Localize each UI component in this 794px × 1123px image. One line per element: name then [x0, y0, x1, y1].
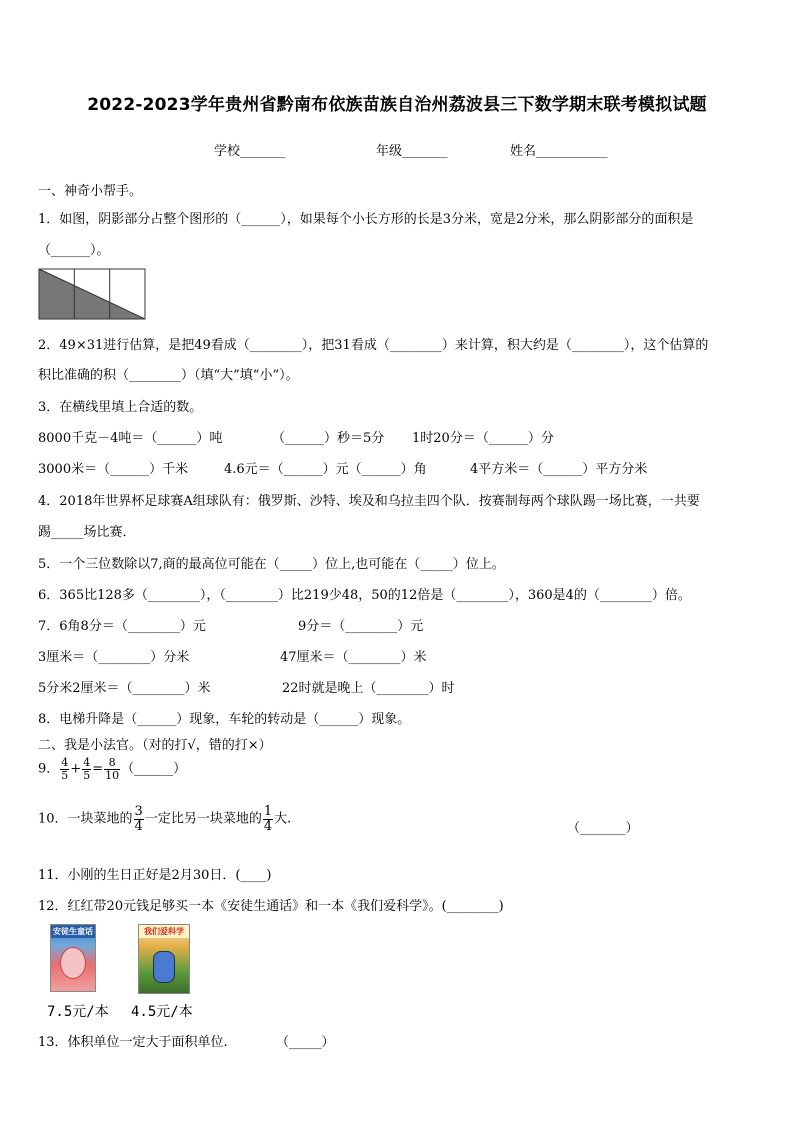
question-9 [38, 757, 186, 781]
question-3-item-5: 4.6元＝（______）元（______）角 [224, 462, 427, 477]
numerator: 1 [263, 804, 273, 819]
question-5: 5．一个三位数除以7,商的最高位可能在（_____）位上,也可能在（_____）位上。 [38, 557, 505, 572]
question-7-item-2: 9分＝（________）元 [298, 619, 424, 634]
section-1-heading: 一、神奇小帮手。 [38, 184, 143, 199]
plus-sign: + [70, 761, 82, 777]
shaded-rectangle-figure [38, 268, 146, 320]
fraction-four-fifths-b [82, 757, 91, 781]
numerator: 4 [83, 756, 91, 769]
question-13: 13．体积单位一定大于面积单位. [38, 1035, 228, 1050]
denominator: 5 [83, 768, 91, 782]
question-11: 11．小刚的生日正好是2月30日．(____) [38, 868, 272, 883]
question-4-line-2: 踢_____场比赛． [38, 525, 136, 540]
question-2-line-2: 积比准确的积（________）（填“大”填“小”）。 [38, 368, 299, 383]
question-7-item-4: 47厘米＝（________）米 [280, 650, 427, 665]
question-1-line-1: 1．如图，阴影部分占整个图形的（______），如果每个小长方形的长是3分米，宽是2分米，那么阴影部分的面积是 [38, 212, 694, 227]
question-13-answer-blank: （_____） [276, 1035, 335, 1050]
question-3-item-4: 3000米＝（______）千米 [38, 462, 189, 477]
question-7-item-6: 22时就是晚上（________）时 [282, 681, 455, 696]
fraction-three-quarters [134, 805, 144, 833]
section-2-heading: 二、我是小法官。（对的打√，错的打×） [38, 738, 272, 753]
fraction-four-fifths-a [60, 757, 69, 781]
book-price-science: 4.5元/本 [131, 1004, 193, 1020]
question-6: 6．365比128多（________），（________）比219少48，50的12倍是（________），360是4的（________）倍。 [38, 588, 691, 603]
question-3: 3．在横线里填上合适的数。 [38, 400, 203, 415]
question-10-prefix: 10．一块菜地的 [38, 811, 133, 827]
question-10-answer-blank: （_______） [567, 821, 639, 836]
denominator: 5 [61, 768, 69, 782]
grade-field: 年级_______ [376, 144, 448, 159]
question-10-suffix: 大. [274, 811, 292, 827]
fraction-one-quarter [263, 805, 273, 833]
question-7-item-3: 3厘米＝（________）分米 [38, 650, 190, 665]
fraction-eight-tenths [104, 757, 120, 781]
book-title-andersen: 安徒生童话 [53, 927, 93, 936]
question-2-line-1: 2．49×31进行估算，是把49看成（________），把31看成（________）来计算，积大约是（________），这个估算的 [38, 338, 709, 353]
question-3-item-3: 1时20分＝（______）分 [412, 431, 554, 446]
question-12: 12．红红带20元钱足够买一本《安徒生通话》和一本《我们爱科学》。(________) [38, 899, 504, 914]
answer-blank: （______） [121, 761, 187, 777]
question-10 [38, 805, 291, 833]
question-3-item-2: （______）秒＝5分 [272, 431, 385, 446]
question-7-item-1: 7．6角8分＝（________）元 [38, 619, 206, 634]
question-7-item-5: 5分米2厘米＝（________）米 [38, 681, 211, 696]
name-field: 姓名___________ [510, 144, 608, 159]
question-1-line-2: （______）。 [38, 243, 110, 258]
question-9-number: 9． [38, 761, 60, 777]
question-3-item-1: 8000千克－4吨＝（______）吨 [38, 431, 223, 446]
denominator: 4 [134, 818, 143, 834]
denominator: 10 [105, 768, 120, 782]
question-8: 8．电梯升降是（______）现象，车轮的转动是（______）现象。 [38, 712, 411, 727]
book-cover-andersen [50, 924, 96, 992]
numerator: 4 [61, 756, 69, 769]
numerator: 3 [134, 804, 143, 819]
book-title-science: 我们爱科学 [139, 925, 189, 938]
question-3-item-6: 4平方米＝（______）平方分米 [470, 462, 648, 477]
girl-illustration-icon [60, 947, 86, 979]
numerator: 8 [104, 757, 120, 770]
denominator: 4 [263, 818, 273, 834]
question-4-line-1: 4．2018年世界杯足球赛A组球队有：俄罗斯、沙特、埃及和乌拉圭四个队．按赛制每两个球队踢一场比赛，一共要 [38, 494, 700, 509]
equals-sign: = [92, 761, 104, 777]
cartoon-illustration-icon [153, 951, 175, 983]
book-price-andersen: 7.5元/本 [47, 1004, 109, 1020]
page-title: 2022-2023学年贵州省黔南布依族苗族自治州荔波县三下数学期末联考模拟试题 [87, 95, 707, 115]
question-10-middle: 一定比另一块菜地的 [144, 811, 262, 827]
school-field: 学校_______ [214, 144, 286, 159]
book-cover-science [138, 924, 190, 994]
